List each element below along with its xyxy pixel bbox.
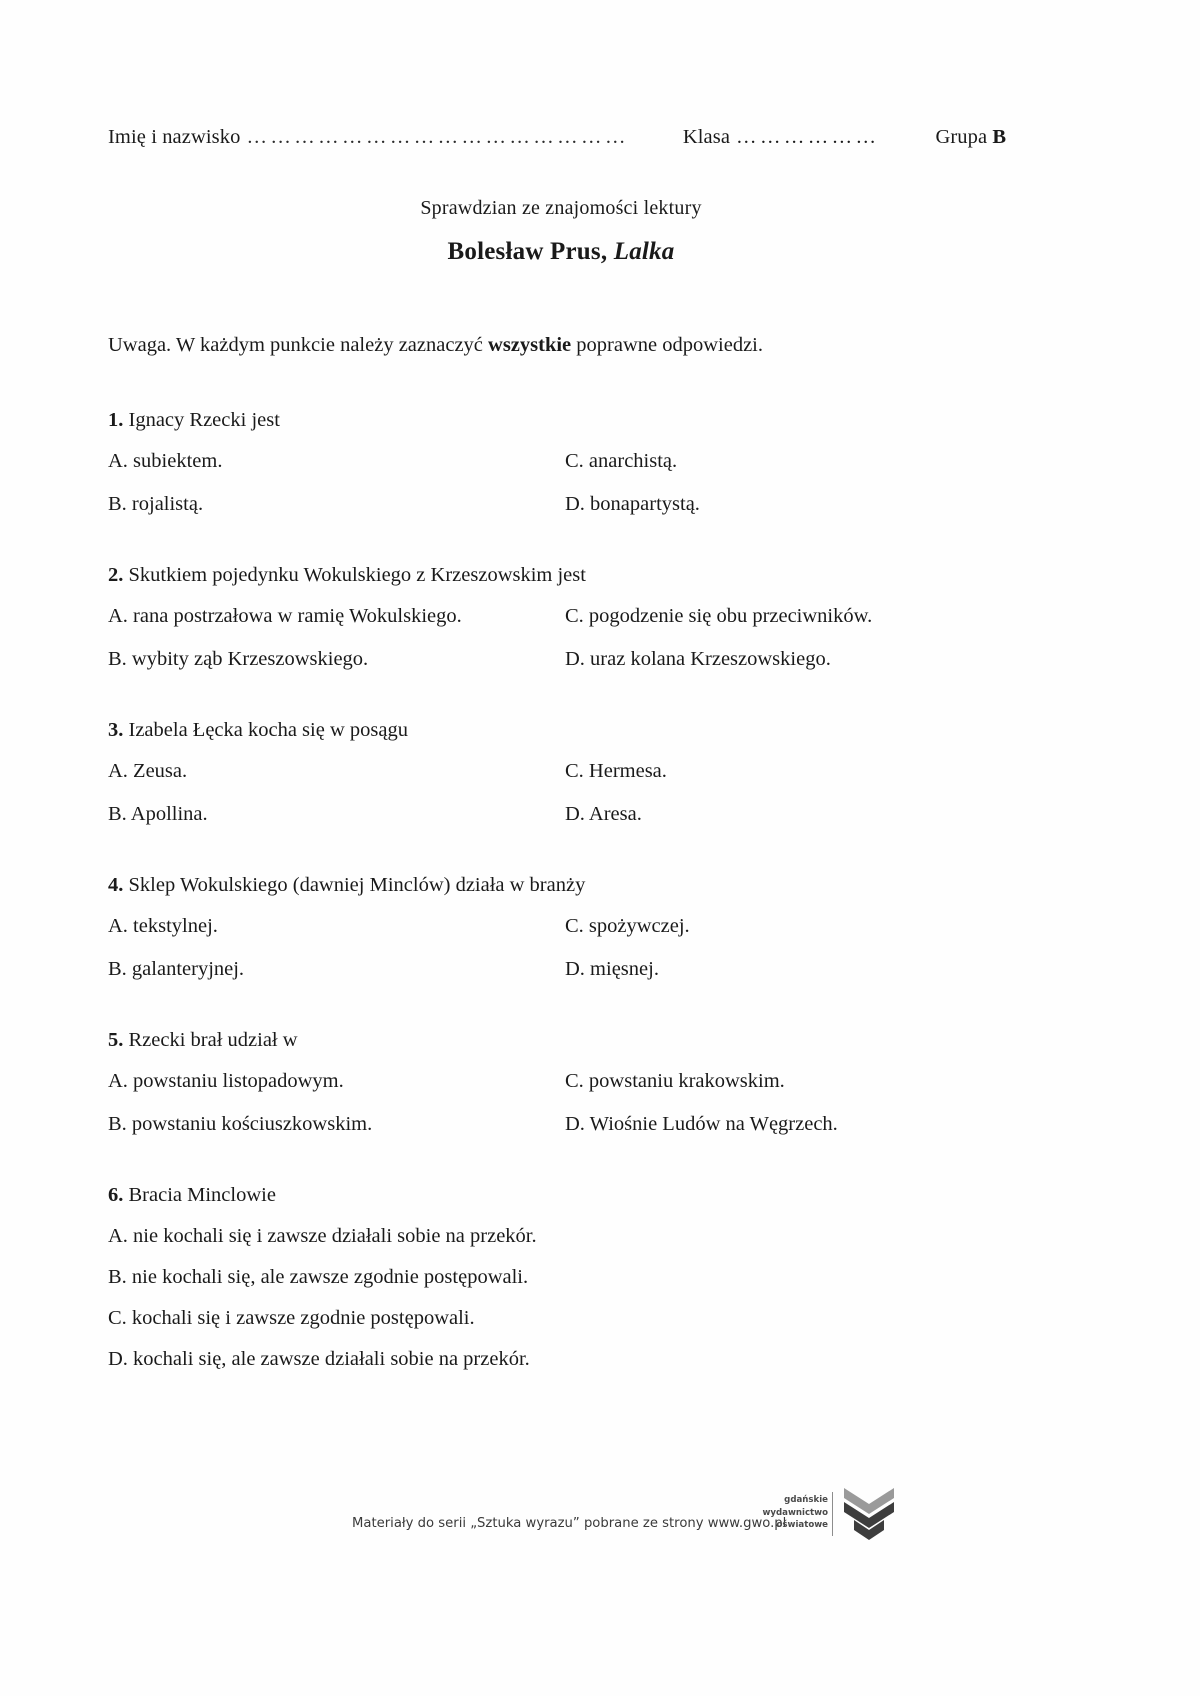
page-title: [108, 238, 1014, 266]
question-number: 5.: [108, 1029, 124, 1051]
note-before: Uwaga. W każdym punkcie należy zaznaczyć: [108, 334, 489, 356]
note-after: poprawne odpowiedzi.: [571, 334, 764, 356]
question-stem: [108, 874, 1014, 897]
question-block: [108, 564, 1014, 671]
answer-option[interactable]: B. nie kochali się, ale zawsze zgodnie postępowali.: [108, 1266, 529, 1288]
answer-option[interactable]: A. subiektem.: [108, 450, 223, 472]
question-text: Skutkiem pojedynku Wokulskiego z Krzeszowskim jest: [128, 564, 586, 586]
group-label: Grupa: [935, 126, 988, 148]
answer-option[interactable]: B. rojalistą.: [108, 493, 204, 515]
answer-option[interactable]: D. bonapartystą.: [565, 493, 700, 515]
logo-arrow-mark: [840, 1486, 898, 1542]
answer-options: [108, 450, 1014, 516]
answer-options: [108, 915, 1014, 981]
question-number: 3.: [108, 719, 124, 741]
note-emphasis: wszystkie: [488, 334, 572, 356]
footer-source-text: Materiały do serii „Sztuka wyrazu” pobrane ze strony www.gwo.pl: [352, 1516, 787, 1531]
question-stem: [108, 1029, 1014, 1052]
answer-option[interactable]: C. spożywczej.: [565, 915, 690, 937]
page-footer: [0, 1495, 1200, 1580]
logo-wordmark: [762, 1494, 828, 1532]
question-number: 6.: [108, 1184, 124, 1206]
student-header-line: [108, 126, 1014, 149]
question-text: Bracia Minclowie: [128, 1184, 276, 1206]
answer-option[interactable]: A. tekstylnej.: [108, 915, 218, 937]
class-fill-line[interactable]: ………………: [736, 126, 880, 148]
answer-option[interactable]: B. Apollina.: [108, 803, 208, 825]
question-stem: [108, 1184, 1014, 1207]
document-body: [108, 126, 1014, 1371]
question-text: Ignacy Rzecki jest: [128, 409, 280, 431]
answer-option[interactable]: D. Wiośnie Ludów na Węgrzech.: [565, 1113, 838, 1135]
question-number: 4.: [108, 874, 124, 896]
question-block: [108, 409, 1014, 516]
answer-options: [108, 605, 1014, 671]
logo-divider: [832, 1492, 833, 1536]
answer-option[interactable]: D. uraz kolana Krzeszowskiego.: [565, 648, 831, 670]
question-block: [108, 1184, 1014, 1371]
answer-option[interactable]: A. nie kochali się i zawsze działali sobie na przekór.: [108, 1225, 537, 1247]
logo-line-3: oświatowe: [776, 1520, 828, 1530]
class-label: Klasa: [682, 126, 731, 148]
question-block: [108, 874, 1014, 981]
answer-options: [108, 760, 1014, 826]
answer-option[interactable]: C. kochali się i zawsze zgodnie postępowali.: [108, 1307, 475, 1329]
answer-option[interactable]: A. powstaniu listopadowym.: [108, 1070, 344, 1092]
answer-option[interactable]: C. powstaniu krakowskim.: [565, 1070, 785, 1092]
title-author: Bolesław Prus,: [447, 238, 608, 265]
answer-option[interactable]: A. rana postrzałowa w ramię Wokulskiego.: [108, 605, 462, 627]
name-label: Imię i nazwisko: [108, 126, 241, 148]
answer-option[interactable]: D. kochali się, ale zawsze działali sobie na przekór.: [108, 1348, 530, 1370]
questions-container: [108, 409, 1014, 1371]
gwo-logo: [762, 1488, 902, 1564]
answer-option[interactable]: B. wybity ząb Krzeszowskiego.: [108, 648, 369, 670]
group-indicator: [935, 126, 1006, 149]
question-stem: [108, 564, 1014, 587]
question-text: Rzecki brał udział w: [128, 1029, 298, 1051]
answer-option[interactable]: B. powstaniu kościuszkowskim.: [108, 1113, 373, 1135]
question-stem: [108, 719, 1014, 742]
question-number: 1.: [108, 409, 124, 431]
answer-option[interactable]: B. galanteryjnej.: [108, 958, 245, 980]
worksheet-subtitle: Sprawdzian ze znajomości lektury: [420, 197, 702, 219]
title-work: Lalka: [613, 238, 675, 265]
question-stem: [108, 409, 1014, 432]
group-value: B: [992, 126, 1007, 148]
answer-options: [108, 1225, 1014, 1371]
question-block: [108, 719, 1014, 826]
answer-option[interactable]: C. anarchistą.: [565, 450, 678, 472]
logo-line-2: wydawnictwo: [762, 1507, 828, 1518]
title-block: [108, 197, 1014, 266]
answer-option[interactable]: C. Hermesa.: [565, 760, 667, 782]
logo-line-1: gdańskie: [784, 1495, 828, 1505]
answer-option[interactable]: D. Aresa.: [565, 803, 642, 825]
instruction-note: [108, 334, 1014, 357]
answer-option[interactable]: A. Zeusa.: [108, 760, 188, 782]
answer-option[interactable]: D. mięsnej.: [565, 958, 659, 980]
question-text: Izabela Łęcka kocha się w posągu: [128, 719, 408, 741]
answer-options: [108, 1070, 1014, 1136]
answer-option[interactable]: C. pogodzenie się obu przeciwników.: [565, 605, 873, 627]
question-number: 2.: [108, 564, 124, 586]
question-block: [108, 1029, 1014, 1136]
name-fill-line[interactable]: …………………………………………: [246, 126, 629, 148]
question-text: Sklep Wokulskiego (dawniej Minclów) działa w branży: [128, 874, 586, 896]
